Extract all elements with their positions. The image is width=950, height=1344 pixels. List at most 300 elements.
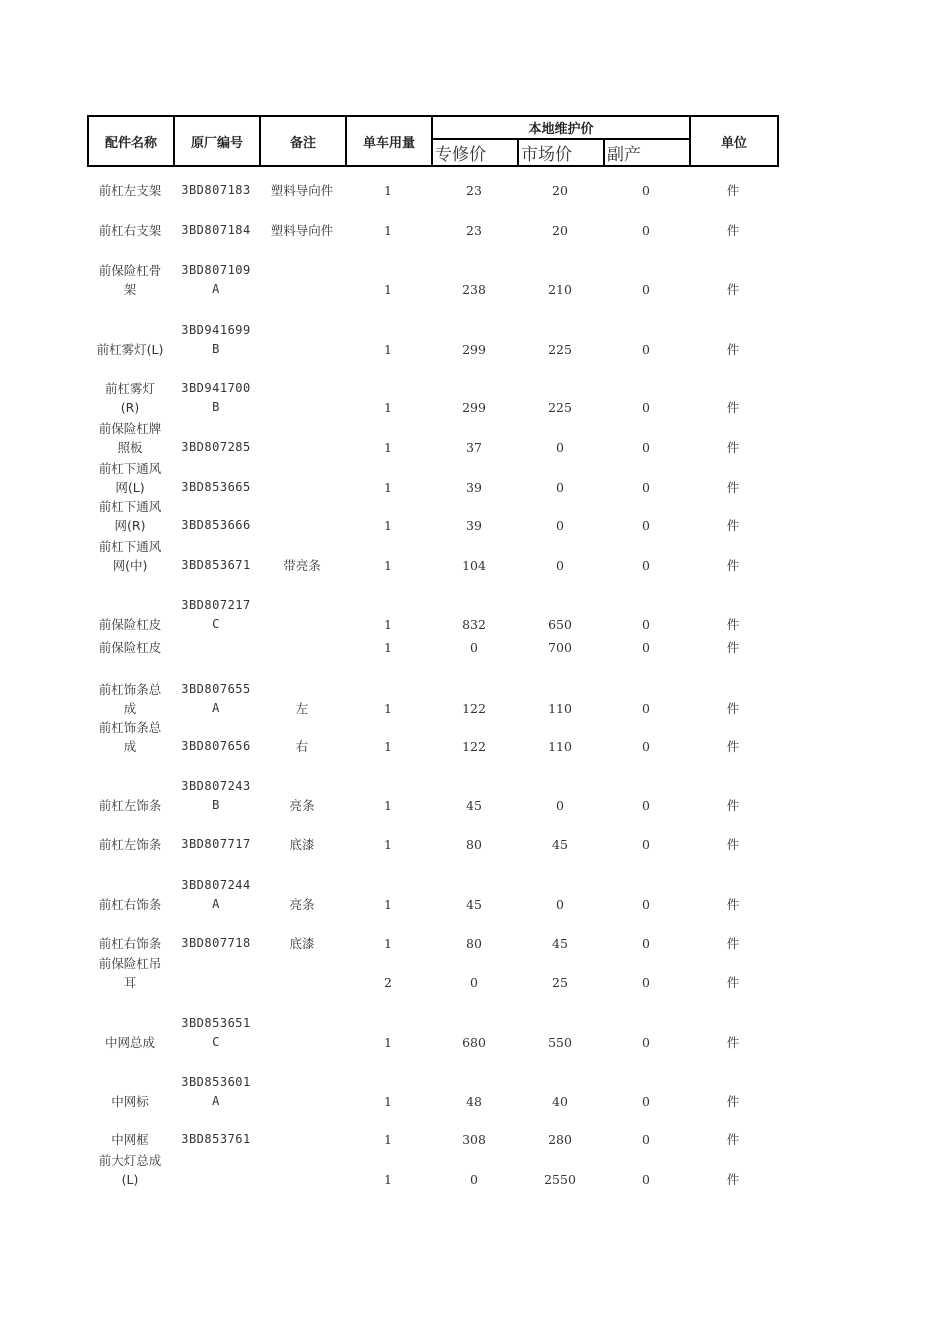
cell-value: 280 xyxy=(548,1132,572,1147)
cell-value: 238 xyxy=(462,282,486,297)
cell-value: 0 xyxy=(642,1094,650,1109)
cell-oem-code xyxy=(173,1073,259,1111)
cell-unit xyxy=(689,934,777,953)
cell-note xyxy=(259,718,345,756)
cell-part-name xyxy=(87,1130,173,1149)
cell-unit xyxy=(689,638,777,657)
cell-value: 0 xyxy=(470,1172,478,1187)
cell-value: 件 xyxy=(726,400,740,415)
cell-value: 0 xyxy=(642,1172,650,1187)
cell-repair-price xyxy=(431,419,517,457)
cell-line xyxy=(87,876,173,895)
cell-byproduct xyxy=(603,459,689,497)
cell-value: 件 xyxy=(726,897,740,912)
cell-line: 3BD807717 xyxy=(181,837,251,851)
cell-oem-code xyxy=(173,835,259,854)
cell-oem-code xyxy=(173,954,259,973)
cell-value xyxy=(259,340,345,359)
cell-line: 3BD853601 xyxy=(181,1075,251,1089)
cell-value: 0 xyxy=(642,480,650,495)
cell-value: 39 xyxy=(466,518,482,533)
cell-note xyxy=(259,835,345,854)
cell-line: B xyxy=(212,798,220,812)
cell-line: 前杠饰条总 xyxy=(98,720,162,735)
table-header xyxy=(87,115,777,167)
cell-repair-price xyxy=(431,1073,517,1111)
cell-line: A xyxy=(212,1094,220,1108)
cell-note xyxy=(259,680,345,718)
cell-value: 45 xyxy=(466,897,482,912)
cell-line: 3BD853651 xyxy=(181,1016,251,1030)
cell-market-price xyxy=(517,596,603,634)
cell-value: 25 xyxy=(552,975,568,990)
cell-value: 0 xyxy=(556,440,564,455)
cell-line: 前杠右饰条 xyxy=(98,897,162,912)
cell-market-price xyxy=(517,379,603,417)
cell-line xyxy=(87,1014,173,1033)
cell-line: 3BD807183 xyxy=(181,183,251,197)
cell-value: 0 xyxy=(556,798,564,813)
cell-part-name xyxy=(87,718,173,756)
cell-repair-price xyxy=(431,181,517,200)
cell-repair-price xyxy=(431,321,517,359)
cell-line xyxy=(87,321,173,340)
cell-value xyxy=(259,478,345,497)
cell-value: 23 xyxy=(466,223,482,238)
cell-line: 前杠下通风 xyxy=(98,539,162,554)
cell-part-name xyxy=(87,1073,173,1111)
cell-value: 1 xyxy=(384,617,392,632)
cell-note xyxy=(259,419,345,457)
cell-line: 前大灯总成 xyxy=(98,1153,162,1168)
cell-line xyxy=(87,1073,173,1092)
cell-value: 1 xyxy=(384,440,392,455)
cell-line: 3BD807285 xyxy=(181,440,251,454)
cell-value: 0 xyxy=(642,617,650,632)
cell-part-name xyxy=(87,934,173,953)
cell-value: 40 xyxy=(552,1094,568,1109)
cell-note xyxy=(259,954,345,992)
cell-value: 0 xyxy=(642,518,650,533)
cell-byproduct xyxy=(603,835,689,854)
cell-repair-price xyxy=(431,638,517,657)
cell-byproduct xyxy=(603,1073,689,1111)
cell-value: 件 xyxy=(726,1035,740,1050)
cell-line: 3BD807184 xyxy=(181,223,251,237)
cell-part-name xyxy=(87,1014,173,1052)
cell-part-name xyxy=(87,221,173,240)
cell-repair-price xyxy=(431,1151,517,1189)
header-byproduct: 副产 xyxy=(604,139,690,166)
cell-oem-code xyxy=(173,876,259,914)
cell-line xyxy=(173,718,259,737)
cell-line: (R) xyxy=(120,400,140,415)
cell-line: 网(L) xyxy=(115,480,145,495)
cell-value: 右 xyxy=(295,739,309,754)
cell-value: 1 xyxy=(384,223,392,238)
cell-market-price xyxy=(517,1130,603,1149)
cell-value: 1 xyxy=(384,518,392,533)
cell-byproduct xyxy=(603,379,689,417)
cell-line: 前杠饰条总 xyxy=(98,682,162,697)
cell-market-price xyxy=(517,1014,603,1052)
cell-note xyxy=(259,261,345,299)
cell-value: 1 xyxy=(384,739,392,754)
cell-value: 件 xyxy=(726,480,740,495)
cell-line: A xyxy=(212,897,220,911)
cell-value: 底漆 xyxy=(289,837,315,852)
cell-market-price xyxy=(517,261,603,299)
cell-value: 45 xyxy=(466,798,482,813)
cell-unit xyxy=(689,835,777,854)
cell-part-name xyxy=(87,497,173,535)
cell-line: 3BD807656 xyxy=(181,739,251,753)
cell-note xyxy=(259,1130,345,1149)
cell-qty xyxy=(345,596,431,634)
cell-part-name xyxy=(87,680,173,718)
cell-value: 0 xyxy=(642,701,650,716)
cell-value: 件 xyxy=(726,837,740,852)
cell-line: 前保险杠吊 xyxy=(98,956,162,971)
header-table xyxy=(87,115,779,167)
cell-note xyxy=(259,537,345,575)
cell-value: 1 xyxy=(384,897,392,912)
cell-unit xyxy=(689,181,777,200)
header-market-price: 市场价 xyxy=(518,139,604,166)
cell-unit xyxy=(689,261,777,299)
cell-value: 0 xyxy=(642,975,650,990)
cell-line: (L) xyxy=(121,1172,139,1187)
cell-market-price xyxy=(517,777,603,815)
cell-line: 前杠左饰条 xyxy=(98,798,162,813)
cell-byproduct xyxy=(603,638,689,657)
cell-part-name xyxy=(87,459,173,497)
cell-part-name xyxy=(87,638,173,657)
cell-unit xyxy=(689,537,777,575)
cell-value: 0 xyxy=(642,400,650,415)
cell-line: 3BD853761 xyxy=(181,1132,251,1146)
header-unit: 单位 xyxy=(690,116,778,166)
cell-note xyxy=(259,1073,345,1111)
cell-oem-code xyxy=(173,419,259,457)
cell-value: 1 xyxy=(384,701,392,716)
cell-repair-price xyxy=(431,718,517,756)
cell-line: 3BD941699 xyxy=(181,323,251,337)
cell-value xyxy=(259,615,345,634)
cell-repair-price xyxy=(431,680,517,718)
cell-oem-code xyxy=(173,1130,259,1149)
cell-repair-price xyxy=(431,497,517,535)
cell-value: 0 xyxy=(642,798,650,813)
cell-market-price xyxy=(517,181,603,200)
cell-line xyxy=(87,777,173,796)
cell-part-name xyxy=(87,321,173,359)
cell-qty xyxy=(345,537,431,575)
cell-unit xyxy=(689,497,777,535)
cell-byproduct xyxy=(603,680,689,718)
cell-qty xyxy=(345,718,431,756)
cell-qty xyxy=(345,680,431,718)
header-oem-code: 原厂编号 xyxy=(174,116,260,166)
cell-unit xyxy=(689,876,777,914)
cell-value: 0 xyxy=(470,975,478,990)
cell-value: 件 xyxy=(726,1094,740,1109)
cell-repair-price xyxy=(431,1014,517,1052)
cell-qty xyxy=(345,1151,431,1189)
cell-value: 0 xyxy=(642,837,650,852)
cell-value: 1 xyxy=(384,837,392,852)
cell-value: 件 xyxy=(726,223,740,238)
cell-market-price xyxy=(517,876,603,914)
cell-part-name xyxy=(87,835,173,854)
cell-byproduct xyxy=(603,1130,689,1149)
cell-value: 件 xyxy=(726,975,740,990)
cell-unit xyxy=(689,459,777,497)
cell-qty xyxy=(345,1073,431,1111)
cell-value: 299 xyxy=(462,342,486,357)
cell-line: 耳 xyxy=(123,975,137,990)
cell-line xyxy=(173,419,259,438)
cell-value: 0 xyxy=(556,897,564,912)
cell-line: 成 xyxy=(123,739,137,754)
cell-value: 0 xyxy=(642,739,650,754)
cell-line: A xyxy=(212,282,220,296)
cell-market-price xyxy=(517,459,603,497)
cell-market-price xyxy=(517,934,603,953)
cell-oem-code xyxy=(173,638,259,657)
cell-oem-code xyxy=(173,181,259,200)
cell-value: 110 xyxy=(548,739,572,754)
cell-line xyxy=(173,954,259,973)
cell-value: 0 xyxy=(642,282,650,297)
cell-qty xyxy=(345,1130,431,1149)
cell-value: 0 xyxy=(642,342,650,357)
cell-qty xyxy=(345,1014,431,1052)
cell-value: 件 xyxy=(726,798,740,813)
cell-line: 前杠雾灯(L) xyxy=(96,342,164,357)
cell-repair-price xyxy=(431,537,517,575)
cell-line: 前杠下通风 xyxy=(98,461,162,476)
cell-qty xyxy=(345,954,431,992)
cell-value: 104 xyxy=(462,558,486,573)
cell-value: 308 xyxy=(462,1132,486,1147)
cell-repair-price xyxy=(431,876,517,914)
cell-value: 件 xyxy=(726,739,740,754)
cell-part-name xyxy=(87,777,173,815)
cell-part-name xyxy=(87,1151,173,1189)
cell-value: 20 xyxy=(552,183,568,198)
cell-market-price xyxy=(517,537,603,575)
cell-value: 0 xyxy=(642,183,650,198)
cell-oem-code xyxy=(173,537,259,575)
cell-line: 3BD807109 xyxy=(181,263,251,277)
cell-line: 前保险杠骨 xyxy=(98,263,162,278)
cell-oem-code xyxy=(173,934,259,953)
cell-market-price xyxy=(517,221,603,240)
cell-byproduct xyxy=(603,954,689,992)
cell-market-price xyxy=(517,419,603,457)
cell-repair-price xyxy=(431,261,517,299)
cell-line: 网(R) xyxy=(114,518,146,533)
cell-market-price xyxy=(517,1151,603,1189)
cell-line xyxy=(173,497,259,516)
cell-note xyxy=(259,459,345,497)
cell-part-name xyxy=(87,876,173,914)
cell-value: 37 xyxy=(466,440,482,455)
cell-part-name xyxy=(87,537,173,575)
cell-qty xyxy=(345,497,431,535)
cell-value: 0 xyxy=(556,480,564,495)
cell-line: 前杠右支架 xyxy=(98,223,162,238)
cell-part-name xyxy=(87,379,173,417)
cell-value: 122 xyxy=(462,739,486,754)
cell-unit xyxy=(689,1014,777,1052)
cell-byproduct xyxy=(603,777,689,815)
cell-unit xyxy=(689,379,777,417)
cell-value: 件 xyxy=(726,936,740,951)
cell-line: 前杠雾灯 xyxy=(104,381,155,396)
cell-value: 0 xyxy=(642,440,650,455)
cell-value xyxy=(259,1130,345,1149)
cell-qty xyxy=(345,321,431,359)
cell-oem-code xyxy=(173,379,259,417)
cell-qty xyxy=(345,638,431,657)
cell-value: 件 xyxy=(726,1172,740,1187)
cell-value: 0 xyxy=(556,558,564,573)
cell-line: 中网框 xyxy=(111,1132,149,1147)
cell-value: 23 xyxy=(466,183,482,198)
cell-value: 0 xyxy=(642,223,650,238)
cell-line: 网(中) xyxy=(112,558,148,573)
cell-value: 299 xyxy=(462,400,486,415)
cell-line: 前杠下通风 xyxy=(98,499,162,514)
cell-value: 件 xyxy=(726,558,740,573)
cell-value: 45 xyxy=(552,936,568,951)
cell-note xyxy=(259,221,345,240)
cell-line: 3BD941700 xyxy=(181,381,251,395)
cell-line: 照板 xyxy=(117,440,143,455)
cell-line: C xyxy=(212,1035,220,1049)
cell-value xyxy=(259,398,345,417)
cell-value: 亮条 xyxy=(289,897,315,912)
cell-value: 带亮条 xyxy=(283,558,321,573)
cell-repair-price xyxy=(431,1130,517,1149)
cell-market-price xyxy=(517,835,603,854)
cell-value: 1 xyxy=(384,798,392,813)
cell-value: 1 xyxy=(384,1094,392,1109)
cell-qty xyxy=(345,835,431,854)
cell-value xyxy=(259,1092,345,1111)
cell-value: 700 xyxy=(548,640,572,655)
cell-unit xyxy=(689,419,777,457)
cell-value: 件 xyxy=(726,518,740,533)
cell-oem-code xyxy=(173,459,259,497)
cell-repair-price xyxy=(431,459,517,497)
cell-unit xyxy=(689,1151,777,1189)
cell-line: 3BD807217 xyxy=(181,598,251,612)
cell-market-price xyxy=(517,1073,603,1111)
cell-byproduct xyxy=(603,321,689,359)
cell-value: 2550 xyxy=(544,1172,576,1187)
cell-market-price xyxy=(517,497,603,535)
cell-value: 2 xyxy=(384,975,392,990)
cell-value: 1 xyxy=(384,282,392,297)
cell-value: 塑料导向件 xyxy=(270,223,334,238)
cell-value: 1 xyxy=(384,1035,392,1050)
cell-qty xyxy=(345,459,431,497)
cell-market-price xyxy=(517,680,603,718)
cell-note xyxy=(259,1151,345,1189)
cell-value: 件 xyxy=(726,701,740,716)
cell-line: 3BD807244 xyxy=(181,878,251,892)
cell-part-name xyxy=(87,954,173,992)
cell-note xyxy=(259,379,345,417)
cell-qty xyxy=(345,876,431,914)
cell-line: C xyxy=(212,617,220,631)
cell-value: 0 xyxy=(470,640,478,655)
cell-unit xyxy=(689,777,777,815)
cell-qty xyxy=(345,777,431,815)
cell-note xyxy=(259,596,345,634)
cell-value: 48 xyxy=(466,1094,482,1109)
cell-line: 中网标 xyxy=(111,1094,149,1109)
cell-oem-code xyxy=(173,261,259,299)
cell-oem-code xyxy=(173,680,259,718)
cell-value: 550 xyxy=(548,1035,572,1050)
cell-repair-price xyxy=(431,221,517,240)
cell-value: 1 xyxy=(384,480,392,495)
cell-line: 前保险杠皮 xyxy=(98,617,162,632)
cell-market-price xyxy=(517,718,603,756)
cell-byproduct xyxy=(603,181,689,200)
cell-unit xyxy=(689,680,777,718)
cell-qty xyxy=(345,221,431,240)
cell-repair-price xyxy=(431,954,517,992)
cell-value xyxy=(259,973,345,992)
cell-unit xyxy=(689,954,777,992)
cell-unit xyxy=(689,1073,777,1111)
cell-unit xyxy=(689,321,777,359)
cell-byproduct xyxy=(603,718,689,756)
cell-market-price xyxy=(517,321,603,359)
cell-note xyxy=(259,181,345,200)
cell-unit xyxy=(689,718,777,756)
cell-value: 1 xyxy=(384,936,392,951)
cell-part-name xyxy=(87,596,173,634)
cell-byproduct xyxy=(603,221,689,240)
cell-byproduct xyxy=(603,1014,689,1052)
cell-value: 1 xyxy=(384,342,392,357)
cell-value: 1 xyxy=(384,640,392,655)
cell-oem-code xyxy=(173,321,259,359)
cell-value: 1 xyxy=(384,558,392,573)
cell-value: 210 xyxy=(548,282,572,297)
cell-value: 110 xyxy=(548,701,572,716)
cell-value xyxy=(259,280,345,299)
cell-byproduct xyxy=(603,934,689,953)
cell-unit xyxy=(689,596,777,634)
cell-qty xyxy=(345,261,431,299)
cell-line: 3BD853665 xyxy=(181,480,251,494)
cell-line xyxy=(173,459,259,478)
cell-value xyxy=(259,516,345,535)
cell-oem-code xyxy=(173,596,259,634)
cell-oem-code xyxy=(173,777,259,815)
cell-value: 1 xyxy=(384,1132,392,1147)
cell-line: 架 xyxy=(123,282,137,297)
cell-byproduct xyxy=(603,596,689,634)
cell-value: 832 xyxy=(462,617,486,632)
